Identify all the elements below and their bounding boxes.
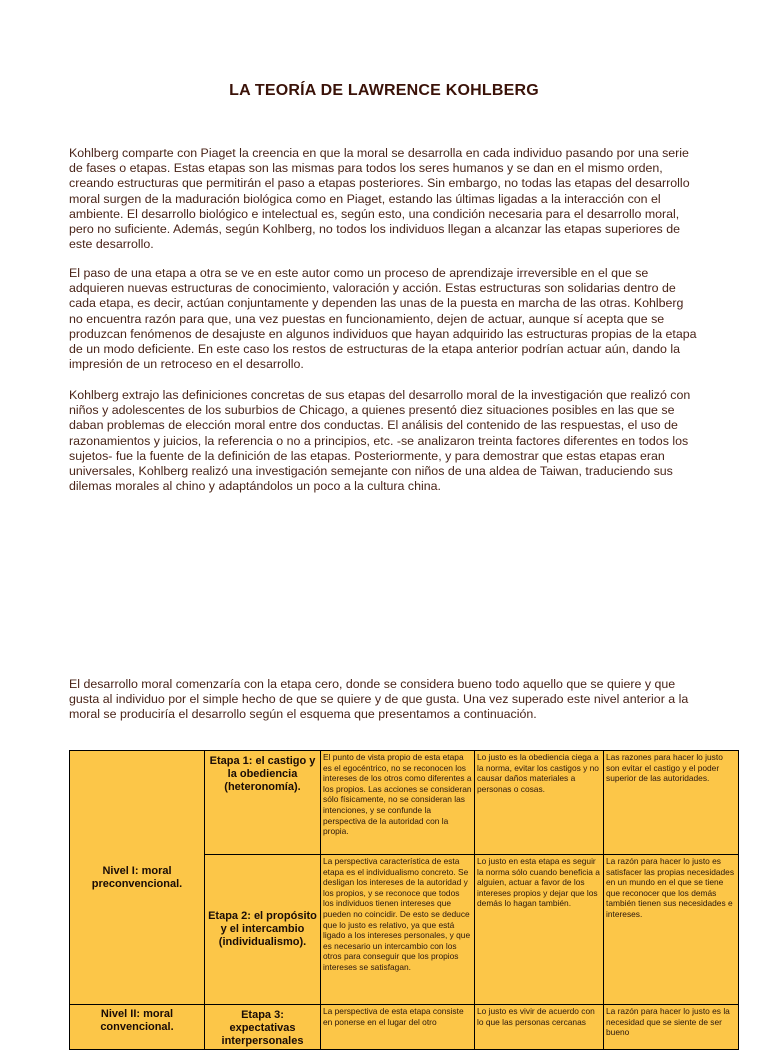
reasons-cell: La razón para hacer lo justo es satisfacer las propias necesidades en un mundo en el que se tiene que reconocer que los demás también tienen sus necesidades e intereses.	[604, 855, 739, 1005]
reasons-cell: Las razones para hacer lo justo son evitar el castigo y el poder superior de las autoridades.	[604, 751, 739, 855]
research-paragraph: Kohlberg extrajo las definiciones concretas de sus etapas del desarrollo moral de la investigación que realizó con niños y adolescentes de los suburbios de Chicago, a quienes presentó diez situaciones posibles en las que se daban problemas de elección moral entre dos conductas. El análisis del contenido de las respuestas, el uso de razonamientos y juicios, la referencia o no a principios, etc. -se analizaron treinta factores diferentes en todos los sujetos- fue la fuente de la definición de las etapas. Posteriormente, y para demostrar que estas etapas eran universales, Kohlberg realizó una investigación semejante con niños de una aldea de Taiwan, traduciendo sus dilemas morales al chino y adaptándolos un poco a la cultura china.	[69, 388, 691, 494]
moral-stages-table	[69, 750, 739, 1050]
stages-transition-paragraph: El paso de una etapa a otra se ve en este autor como un proceso de aprendizaje irreversible en el que se adquieren nuevas estructuras de conocimiento, valoración y acción. Estas estructuras son solidarias dentro de cada etapa, es decir, actúan conjuntamente y dependen las unas de la puesta en marcha de las otras. Kohlberg no encuentra razón para que, una vez puestas en funcionamiento, dejen de actuar, aunque sí acepta que se produzcan fenómenos de desajuste en algunos individuos que hayan adquirido las estructuras propias de la etapa de un modo deficiente. En este caso los restos de estructuras de la etapa anterior podrían actuar aún, dando la impresión de un retroceso en el desarrollo.	[69, 266, 697, 372]
stage-name-cell: Etapa 1: el castigo y la obediencia (heteronomía).	[205, 751, 321, 855]
perspective-cell: La perspectiva de esta etapa consiste en ponerse en el lugar del otro	[321, 1005, 475, 1050]
page-title: LA TEORÍA DE LAWRENCE KOHLBERG	[229, 82, 539, 99]
right-cell: Lo justo en esta etapa es seguir la norma sólo cuando beneficia a alguien, actuar a favor de los intereses propios y dejar que los demás lo hagan también.	[475, 855, 604, 1005]
table-row	[70, 751, 739, 855]
intro-paragraph: Kohlberg comparte con Piaget la creencia en que la moral se desarrolla en cada individuo pasando por una serie de fases o etapas. Estas etapas son las mismas para todos los seres humanos y se dan en el mismo orden, creando estructuras que permitirán el paso a etapas posteriores. Sin embargo, no todas las etapas del desarrollo moral surgen de la maduración biológica como en Piaget, estando las últimas ligadas a la interacción con el ambiente. El desarrollo biológico e intelectual es, según esto, una condición necesaria para el desarrollo moral, pero no suficiente. Además, según Kohlberg, no todos los individuos llegan a alcanzar las etapas superiores de este desarrollo.	[69, 146, 690, 252]
stage-name-cell: Etapa 2: el propósito y el intercambio (individualismo).	[205, 855, 321, 1005]
right-cell: Lo justo es la obediencia ciega a la norma, evitar los castigos y no causar daños materiales a personas o cosas.	[475, 751, 604, 855]
right-cell: Lo justo es vivir de acuerdo con lo que las personas cercanas	[475, 1005, 604, 1050]
stage-name-cell: Etapa 3: expectativas interpersonales	[205, 1005, 321, 1050]
table-row	[70, 1005, 739, 1050]
reasons-cell: La razón para hacer lo justo es la necesidad que se siente de ser bueno	[604, 1005, 739, 1050]
perspective-cell: El punto de vista propio de esta etapa es el egocéntrico, no se reconocen los intereses de los otros como diferentes a los propios. Las acciones se consideran sólo físicamente, no se consideran las intenciones, y se confunde la perspectiva de la autoridad con la propia.	[321, 751, 475, 855]
level-cell: Nivel I: moral preconvencional.	[70, 751, 205, 1005]
stage-zero-paragraph: El desarrollo moral comenzaría con la etapa cero, donde se considera bueno todo aquello que se quiere y que gusta al individuo por el simple hecho de que se quiere y de que gusta. Una vez superado este nivel anterior a la moral se produciría el desarrollo según el esquema que presentamos a continuación.	[69, 677, 689, 722]
perspective-cell: La perspectiva característica de esta etapa es el individualismo concreto. Se desligan los intereses de la autoridad y los propios, y se reconoce que todos los individuos tienen intereses que pueden no coincidir. De esto se deduce que lo justo es relativo, ya que está ligado a los intereses personales, y que es necesario un intercambio con los otros para conseguir que los propios intereses se satisfagan.	[321, 855, 475, 1005]
level-cell: Nivel II: moral convencional.	[70, 1005, 205, 1050]
